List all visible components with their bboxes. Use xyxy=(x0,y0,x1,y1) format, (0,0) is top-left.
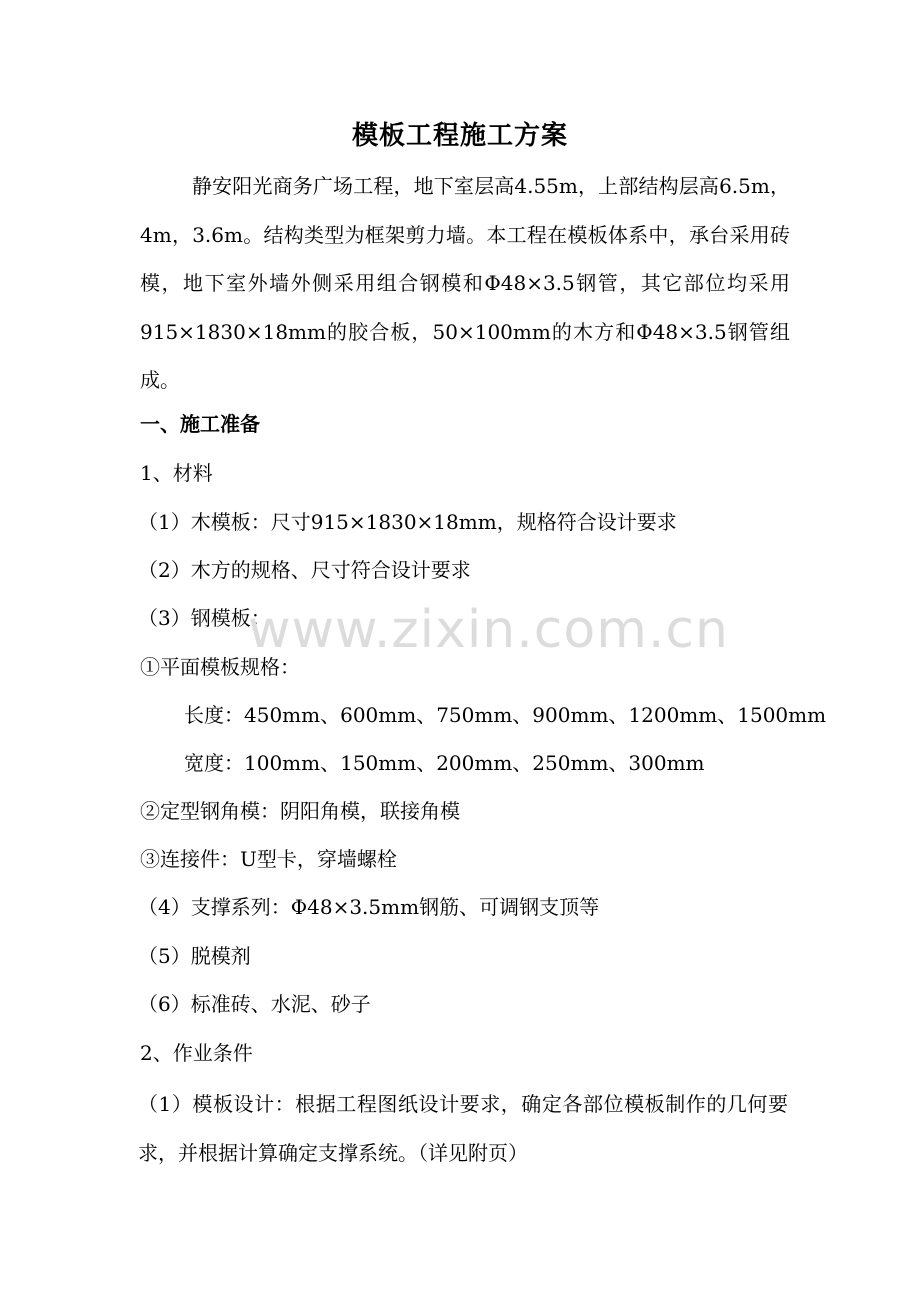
item-corner-form: ②定型钢角模：阴阳角模，联接角模 xyxy=(140,799,460,823)
section-heading-preparation: 一、施工准备 xyxy=(140,412,260,436)
item-flat-spec: ①平面模板规格： xyxy=(140,655,300,679)
item-form-design: （1）模板设计：根据工程图纸设计要求，确定各部位模板制作的几何要求，并根据计算确定支撑系统。（详见附页） xyxy=(138,1092,788,1165)
item-release-agent: （5）脱模剂 xyxy=(138,944,251,968)
item-length-spec: 长度：450mm、600mm、750mm、900mm、1200mm、1500mm xyxy=(184,703,827,727)
item-wood-square: （2）木方的规格、尺寸符合设计要求 xyxy=(138,558,471,582)
item-wood-form: （1）木模板：尺寸915×1830×18mm，规格符合设计要求 xyxy=(138,510,677,534)
item-support: （4）支撑系列：Φ48×3.5mm钢筋、可调钢支顶等 xyxy=(138,895,600,919)
intro-paragraph: 静安阳光商务广场工程，地下室层高4.55m，上部结构层高6.5m，4m，3.6m。结构类型为框架剪力墙。本工程在模板体系中，承台采用砖模，地下室外墙外侧采用组合钢模和Φ48×3.5钢管，其它部位均采用915×1830×18mm的胶合板，50×100mm的木方和Φ48×3.5钢管组成。 xyxy=(140,174,790,392)
subsection-heading-materials: 1、材料 xyxy=(140,461,213,485)
item-steel-form: （3）钢模板： xyxy=(138,606,271,630)
watermark: www.zixin.com.cn xyxy=(248,600,729,660)
document-title: 模板工程施工方案 xyxy=(351,121,568,151)
item-width-spec: 宽度：100mm、150mm、200mm、250mm、300mm xyxy=(184,751,705,775)
item-connector: ③连接件：U型卡，穿墙螺栓 xyxy=(140,847,397,871)
subsection-heading-conditions: 2、作业条件 xyxy=(140,1041,253,1065)
item-brick-cement-sand: （6）标准砖、水泥、砂子 xyxy=(138,992,371,1016)
